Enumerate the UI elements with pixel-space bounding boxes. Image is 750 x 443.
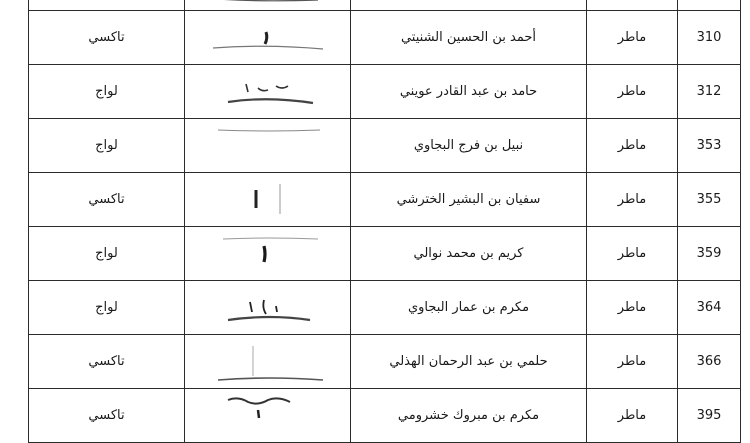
- table-row: [29, 281, 741, 335]
- signature-image: [198, 342, 338, 382]
- row-number: 364: [678, 281, 741, 335]
- signature-cell: [185, 227, 351, 281]
- row-city: ماطر: [587, 281, 678, 335]
- row-number: 355: [678, 173, 741, 227]
- row-type: تاكسي: [29, 173, 185, 227]
- signature-image: [198, 0, 338, 4]
- row-city: ماطر: [587, 65, 678, 119]
- row-name: مكرم بن مبروك خشرومي: [351, 389, 587, 443]
- signature-cell: [185, 119, 351, 173]
- signature-cell: [185, 0, 351, 11]
- row-type: لواج: [29, 65, 185, 119]
- row-type: لواج: [29, 227, 185, 281]
- table-row: [29, 335, 741, 389]
- table-row: [29, 227, 741, 281]
- signature-cell: [185, 173, 351, 227]
- row-city: ماطر: [587, 389, 678, 443]
- row-type: تاكسي: [29, 335, 185, 389]
- row-city: ماطر: [587, 173, 678, 227]
- row-type: لواج: [29, 281, 185, 335]
- row-name: مكرم بن عمار البجاوي: [351, 281, 587, 335]
- row-name: نبيل بن فرج البجاوي: [351, 119, 587, 173]
- signature-cell: [185, 281, 351, 335]
- signature-cell: [185, 11, 351, 65]
- row-city: ماطر: [587, 227, 678, 281]
- signature-cell: [185, 389, 351, 443]
- row-name: حامد بن عبد القادر عويني: [351, 65, 587, 119]
- signature-cell: [185, 65, 351, 119]
- row-name: حلمي بن عبد الرحمان الهذلي: [351, 335, 587, 389]
- table-row: [29, 65, 741, 119]
- row-name: أحمد بن الحسين الشنيتي: [351, 11, 587, 65]
- permits-table: [28, 0, 741, 443]
- row-name: كريم بن محمد نوالي: [351, 227, 587, 281]
- row-type: لواج: [29, 119, 185, 173]
- signature-image: [198, 18, 338, 58]
- row-number: 312: [678, 65, 741, 119]
- row-type: تاكسي: [29, 389, 185, 443]
- table-row: [29, 173, 741, 227]
- row-number: 359: [678, 227, 741, 281]
- row-number: 366: [678, 335, 741, 389]
- table-row: [29, 119, 741, 173]
- signature-image: [198, 72, 338, 112]
- row-city: ماطر: [587, 11, 678, 65]
- row-number: 310: [678, 11, 741, 65]
- table-row: [29, 11, 741, 65]
- row-number: 395: [678, 389, 741, 443]
- row-city: ماطر: [587, 335, 678, 389]
- signature-image: [198, 180, 338, 220]
- row-number: 353: [678, 119, 741, 173]
- signature-image: [198, 126, 338, 166]
- signature-image: [198, 234, 338, 274]
- signature-cell: [185, 335, 351, 389]
- row-type: تاكسي: [29, 11, 185, 65]
- row-city: ماطر: [587, 119, 678, 173]
- row-name: سفيان بن البشير الخترشي: [351, 173, 587, 227]
- table-row: [29, 0, 741, 11]
- table-row: [29, 389, 741, 443]
- signature-image: [198, 288, 338, 328]
